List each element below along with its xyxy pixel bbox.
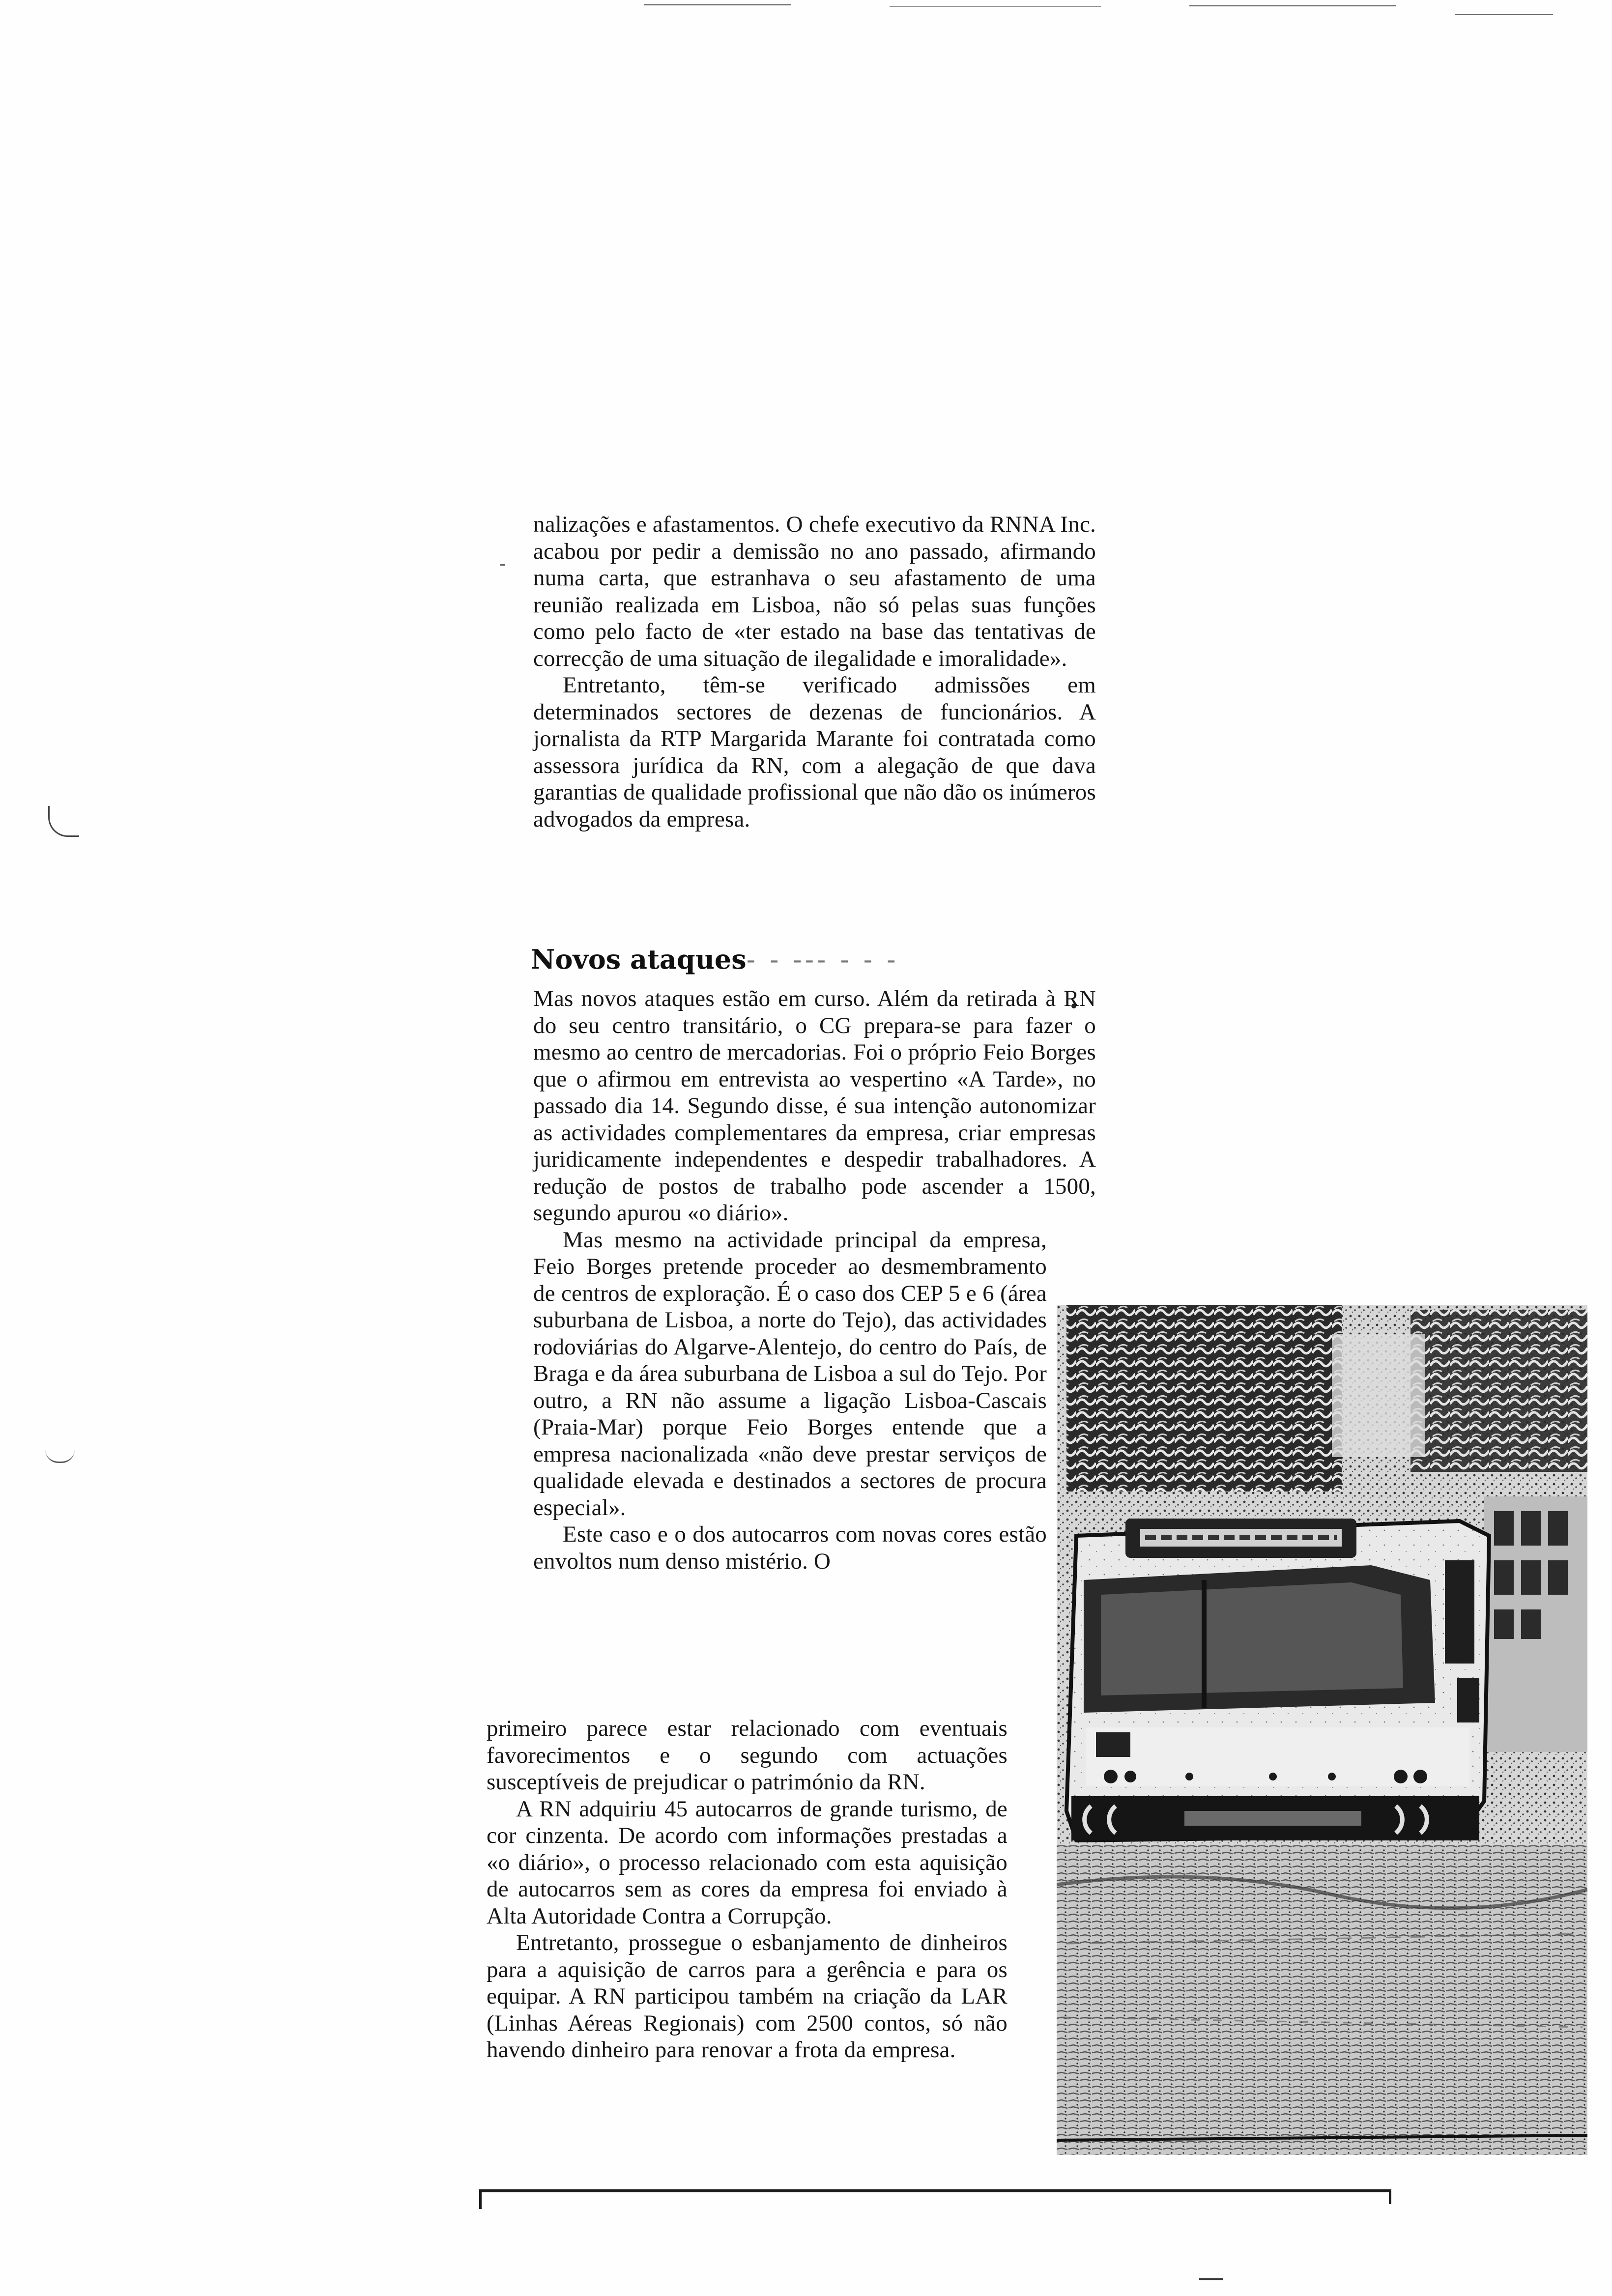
bottom-rule <box>479 2189 1391 2192</box>
windshield-reflection <box>1101 1582 1403 1695</box>
paragraph: Mas mesmo na actividade principal da empresa, Feio Borges pretende proceder ao desmembramento de centros de exploração. É o caso dos CEP 5 e 6 (área suburbana de Lisboa, a norte do Tejo), das actividades rodoviárias do Algarve-Alentejo, do centro do País, de Braga e da área suburbana de Lisboa a sul do Tejo. Por outro, a RN não assume a ligação Lisboa-Cascais (Praia-Mar) porque Feio Borges entende que a empresa nacionalizada «não deve prestar serviços de qualidade elevada e destinados a sectores de procura especial». <box>533 1227 1047 1521</box>
paragraph: nalizações e afastamentos. O chefe executivo da RNNA Inc. acabou por pedir a demissão no ano passado, afirmando numa carta, que estranhava o seu afastamento de uma reunião realizada em Lisboa, não só pelas suas funções como pelo facto de «ter estado na base das tentativas de correcção de uma situação de ilegalidade e imoralidade». <box>533 512 1096 671</box>
paragraph: Mas novos ataques estão em curso. Além da retirada à RN do seu centro transitário, o CG prepara-se para fazer o mesmo ao centro de mercadorias. Foi o próprio Feio Borges que o afirmou em entrevista ao vespertino «A Tarde», no passado dia 14. Segundo disse, é sua intenção autonomizar as actividades complementares da empresa, criar empresas juridicamente independentes e despedir trabalhadores. A redução de postos de trabalho pode ascender a 1500, segundo apurou «o diário». <box>533 986 1096 1226</box>
bottom-rule-end <box>1389 2189 1391 2204</box>
paragraph: Entretanto, prossegue o esbanjamento de dinheiros para a aquisição de carros para a gerência e para os equipar. A RN participou também na criação da LAR (Linhas Aéreas Regionais) com 2500 contos, só não havendo dinheiro para renovar a frota da empresa. <box>487 1930 1008 2063</box>
margin-mark <box>45 1450 75 1463</box>
bus-front-panel <box>1086 1727 1469 1786</box>
article-column-bottom <box>487 1715 1008 2064</box>
article-column-top <box>533 511 1096 832</box>
sky-patch <box>1332 1334 1425 1457</box>
bus-photo <box>1057 1305 1587 2155</box>
paragraph: A RN adquiriu 45 autocarros de grande turismo, de cor cinzenta. De acordo com informações prestadas a «o diário», o processo relacionado com esta aquisição de autocarros sem as cores da empresa foi enviado à Alta Autoridade Contra a Corrupção. <box>487 1796 1008 1929</box>
margin-mark <box>48 806 79 837</box>
scan-edge-line <box>644 4 791 5</box>
article-column-middle <box>533 985 1096 1575</box>
paragraph: Entretanto, têm-se verificado admissões em determinados sectores de dezenas de funcionários. A jornalista da RTP Margarida Marante foi contratada como assessora jurídica da RN, com a alegação de que dava garantias de qualidade profissional que não dão os inúmeros advogados da empresa. <box>533 672 1096 832</box>
page-mark <box>1199 2278 1223 2280</box>
bottom-rule-end <box>479 2189 482 2209</box>
bus-number-plate-light <box>1096 1732 1130 1757</box>
bus-grille <box>1184 1811 1361 1826</box>
heading-dash-trail: - - --- - - - <box>746 944 899 975</box>
paragraph: Este caso e o dos autocarros com novas cores estão envoltos num denso mistério. O <box>533 1521 1047 1574</box>
section-heading <box>531 944 973 976</box>
margin-mark <box>500 564 505 566</box>
scan-edge-line <box>890 6 1101 7</box>
tree-foliage-left <box>1066 1305 1342 1492</box>
tree-foliage-right <box>1410 1310 1587 1472</box>
section-heading-text: Novos ataques <box>531 944 747 975</box>
scan-edge-line <box>1189 5 1396 6</box>
scan-edge-line <box>1455 14 1553 15</box>
paragraph: primeiro parece estar relacionado com eventuais favorecimentos e o segundo com actuações susceptíveis de prejudicar o património da RN. <box>487 1716 1008 1795</box>
